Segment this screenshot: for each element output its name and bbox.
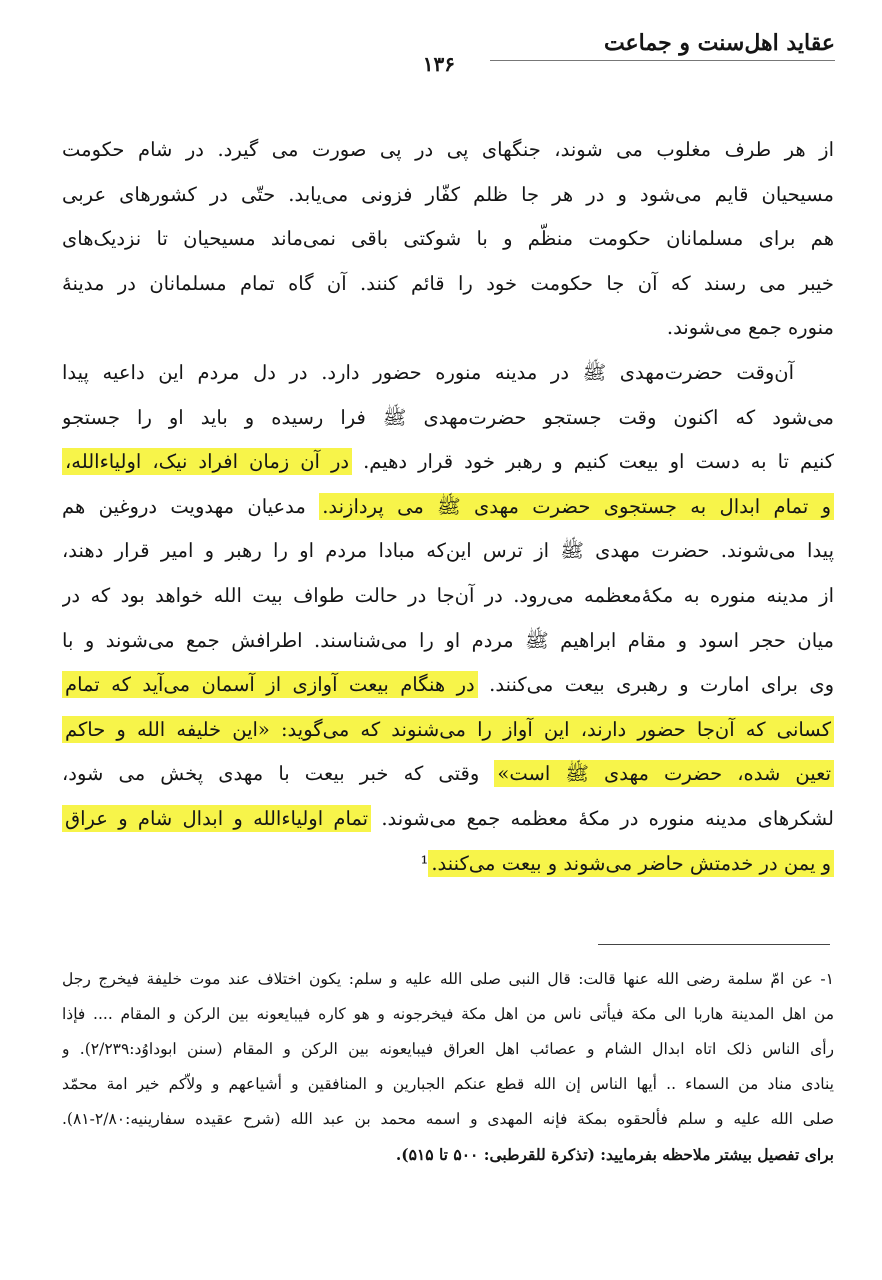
footnote-line: رأی الناس ذلک اتاه ابدال الشام و عصائب اهل العراق فیبایعونه بین الرکن و المقام (سنن ابوداوُد:۲/۲۳۹). و bbox=[62, 1040, 834, 1058]
text-run: کنیم تا به دست او بیعت کنیم و رهبر خود قرار دهیم. bbox=[352, 450, 834, 474]
text-run: میان حجر اسود و مقام ابراهیم ﷺ مردم او را می‌شناسند. اطرافش جمع می‌شوند و با bbox=[62, 628, 834, 652]
text-line bbox=[62, 306, 834, 351]
footnote-line: صلی الله علیه و سلم فألحقوه بمکة فإنه المهدی و اسمه محمد بن عبد الله (شرح عقیده سفارینیه:۲/۸۰-۸۱). bbox=[62, 1110, 834, 1128]
text-line bbox=[62, 128, 834, 173]
text-run: مدعیان مهدویت دروغین هم bbox=[62, 494, 320, 518]
text-line bbox=[62, 351, 834, 396]
text-run: لشکرهای مدینه منوره در مکهٔ معظمه جمع می‌شوند. bbox=[371, 806, 834, 830]
text-line bbox=[62, 574, 834, 619]
text-line bbox=[62, 262, 834, 307]
header-rule bbox=[490, 60, 835, 61]
text-line bbox=[62, 708, 834, 753]
text-line bbox=[62, 842, 834, 887]
highlighted-text: و تمام ابدال به جستجوی حضرت مهدی ﷺ می پردازند. bbox=[319, 493, 834, 520]
text-run: از هر طرف مغلوب می‌ شوند، جنگهای پی در پی صورت می گیرد. در شام حکومت bbox=[62, 138, 834, 161]
running-title: عقاید اهل‌سنت و جماعت bbox=[603, 30, 835, 56]
text-run: وی برای امارت و رهبری بیعت می‌کنند. bbox=[477, 673, 834, 697]
main-text bbox=[62, 128, 834, 886]
text-run: می‌شود که اکنون وقت جستجو حضرت‌مهدی ﷺ فرا رسیده و باید او را جستجو bbox=[62, 405, 834, 429]
text-run: خیبر می رسند که آن جا حکومت خود را قائم کنند. آن گاه تمام مسلمانان در مدینهٔ bbox=[62, 271, 834, 295]
text-line bbox=[62, 752, 834, 797]
footnote-line: ینادی مناد من السماء .. أیها الناس إن الله قطع عنکم الجبارین و المنافقین و أشیاعهم و ولاّکم خیر امة محمّد bbox=[62, 1075, 834, 1093]
text-line bbox=[62, 619, 834, 664]
text-run: ¹ bbox=[420, 851, 429, 875]
highlighted-text: کسانی که آن‌جا حضور دارند، این آواز را می‌شنوند که می‌گوید: «این خلیفه الله و حاکم bbox=[62, 716, 834, 743]
text-line bbox=[62, 485, 834, 530]
page-number: ۱۳۶ bbox=[422, 52, 455, 76]
text-run: پیدا می‌شوند. حضرت مهدی ﷺ از ترس این‌که مبادا مردم او را رهبر و امیر قرار دهند، bbox=[62, 539, 834, 563]
text-line bbox=[62, 663, 834, 708]
text-line bbox=[62, 396, 834, 441]
highlighted-text: و یمن در خدمتش حاضر می‌شوند و بیعت می‌کنند. bbox=[428, 850, 834, 877]
text-run: هم برای مسلمانان حکومت منظّم و با شوکتی باقی نمی‌ماند مسیحیان تا نزدیک‌های bbox=[62, 227, 834, 251]
footnotes bbox=[62, 962, 834, 1172]
text-run: منوره جمع می‌شوند. bbox=[666, 316, 834, 340]
footnote-divider bbox=[598, 944, 830, 945]
highlighted-text: در آن زمان افراد نیک، اولیاءالله، bbox=[62, 448, 352, 475]
footnote-further-reading: برای تفصیل بیشتر ملاحظه بفرمایید: (تذکرة للقرطبی: ۵۰۰ تا ۵۱۵). bbox=[395, 1145, 834, 1164]
footnote-line: ۱- عن امّ سلمة رضی الله عنها قالت: قال النبی صلی الله علیه و سلم: یکون اختلاف عند موت خلیفة فیخرج رجل bbox=[62, 970, 834, 988]
text-line bbox=[62, 173, 834, 218]
text-line bbox=[62, 440, 834, 485]
text-line bbox=[62, 217, 834, 262]
highlighted-text: تمام اولیاءالله و ابدال شام و عراق bbox=[62, 805, 371, 832]
text-run: از مدینه منوره به مکهٔ‌معظمه می‌رود. در آن‌جا در حالت طواف بیت الله خواهد بود که در bbox=[62, 583, 834, 607]
text-line bbox=[62, 529, 834, 574]
text-run: مسیحیان قایم می‌شود و در هر جا ظلم کفّار فزونی می‌یابد. حتّی در کشورهای عربی bbox=[62, 182, 834, 206]
text-run: آن‌وقت حضرت‌مهدی ﷺ در مدینه منوره حضور دارد. در دل مردم این داعیه پیدا bbox=[62, 360, 794, 384]
text-line bbox=[62, 797, 834, 842]
highlighted-text: تعین شده، حضرت مهدی ﷺ است» bbox=[494, 760, 834, 787]
highlighted-text: در هنگام بیعت آوازی از آسمان می‌آید که تمام bbox=[62, 671, 478, 698]
footnote-line: من اهل المدینة هاربا الی مکة فیأتی ناس من اهل مکة فیخرجونه و هو کاره فیبایعونه بین الرکن و المقام .... فإذا bbox=[62, 1005, 834, 1023]
text-run: وقتی که خبر بیعت با مهدی پخش می شود، bbox=[62, 762, 495, 786]
